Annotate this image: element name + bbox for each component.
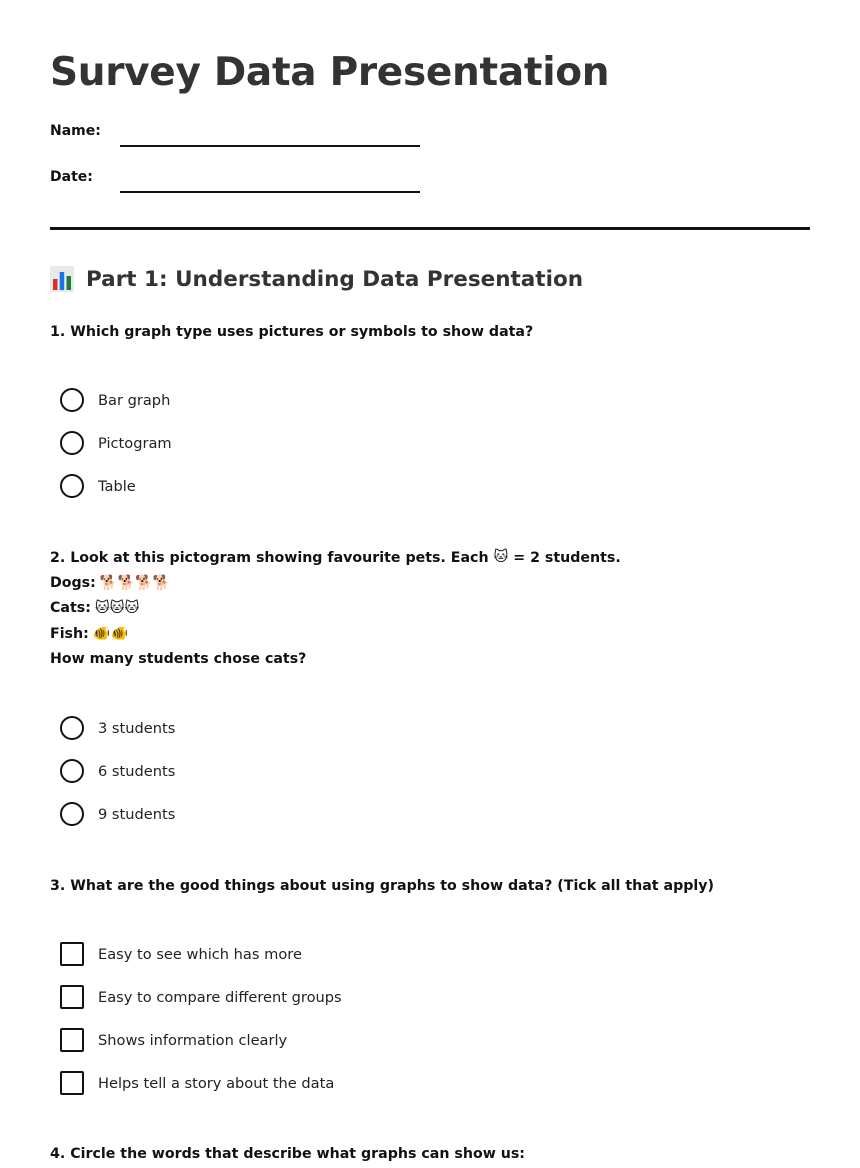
checkbox[interactable] xyxy=(60,942,84,966)
option-label: Shows information clearly xyxy=(98,1031,288,1049)
date-field-row xyxy=(50,163,470,193)
header-divider xyxy=(50,227,810,230)
radio-button[interactable] xyxy=(60,716,84,740)
checkbox[interactable] xyxy=(60,1028,84,1052)
checkbox[interactable] xyxy=(60,985,84,1009)
dog-icons: 🐕🐕🐕🐕 xyxy=(99,574,171,591)
checkbox[interactable] xyxy=(60,1071,84,1095)
question-3-text: 3. What are the good things about using graphs to show data? (Tick all that apply) xyxy=(50,878,714,894)
name-input[interactable] xyxy=(120,117,420,147)
radio-button[interactable] xyxy=(60,759,84,783)
question-2-prompt: How many students chose cats? xyxy=(50,651,307,667)
q3-option-easy-to-see[interactable] xyxy=(60,941,302,967)
name-field-row xyxy=(50,117,470,147)
name-label: Name: xyxy=(50,123,101,139)
date-input[interactable] xyxy=(120,163,420,193)
pictogram-label: Cats: xyxy=(50,600,91,616)
fish-icons: 🐠🐠 xyxy=(92,625,129,642)
question-2 xyxy=(50,545,621,673)
q1-option-pictogram[interactable] xyxy=(60,430,172,456)
question-4-text: 4. Circle the words that describe what graphs can show us: xyxy=(50,1146,525,1162)
q2-option-3-students[interactable] xyxy=(60,715,175,741)
radio-button[interactable] xyxy=(60,802,84,826)
radio-button[interactable] xyxy=(60,431,84,455)
bar-chart-icon xyxy=(50,266,74,292)
option-label: Bar graph xyxy=(98,391,171,409)
question-3 xyxy=(50,874,714,900)
option-label: Easy to see which has more xyxy=(98,945,302,963)
option-label: Helps tell a story about the data xyxy=(98,1074,335,1092)
radio-button[interactable] xyxy=(60,388,84,412)
question-2-text-before: 2. Look at this pictogram showing favourite pets. Each xyxy=(50,549,489,566)
pictogram-label: Dogs: xyxy=(50,574,96,591)
option-label: 6 students xyxy=(98,762,176,780)
q1-option-bar-graph[interactable] xyxy=(60,387,170,413)
part-1-heading-text: Part 1: Understanding Data Presentation xyxy=(86,266,584,292)
pictogram-row-fish xyxy=(50,622,621,648)
question-1-text: 1. Which graph type uses pictures or symbols to show data? xyxy=(50,324,534,340)
cat-icons: 🐱🐱🐱 xyxy=(94,600,140,616)
radio-button[interactable] xyxy=(60,474,84,498)
q2-option-6-students[interactable] xyxy=(60,758,175,784)
option-label: Table xyxy=(98,477,136,495)
q3-option-shows-clearly[interactable] xyxy=(60,1027,287,1053)
cat-key-icon: 🐱 xyxy=(493,549,509,565)
option-label: Pictogram xyxy=(98,434,172,452)
pictogram-label: Fish: xyxy=(50,625,89,642)
q1-option-table[interactable] xyxy=(60,473,136,499)
date-label: Date: xyxy=(50,169,93,185)
page-title: Survey Data Presentation xyxy=(50,50,610,95)
question-2-text xyxy=(50,545,621,571)
option-label: 9 students xyxy=(98,805,176,823)
question-1 xyxy=(50,320,533,346)
option-label: 3 students xyxy=(98,719,176,737)
option-label: Easy to compare different groups xyxy=(98,988,342,1006)
q2-option-9-students[interactable] xyxy=(60,801,175,827)
question-2-text-after: = 2 students. xyxy=(513,549,621,566)
pictogram-row-dogs xyxy=(50,571,621,597)
question-4 xyxy=(50,1142,525,1168)
q3-option-tell-story[interactable] xyxy=(60,1070,334,1096)
pictogram-row-cats xyxy=(50,596,621,622)
q3-option-compare-groups[interactable] xyxy=(60,984,342,1010)
part-1-heading xyxy=(50,266,583,292)
